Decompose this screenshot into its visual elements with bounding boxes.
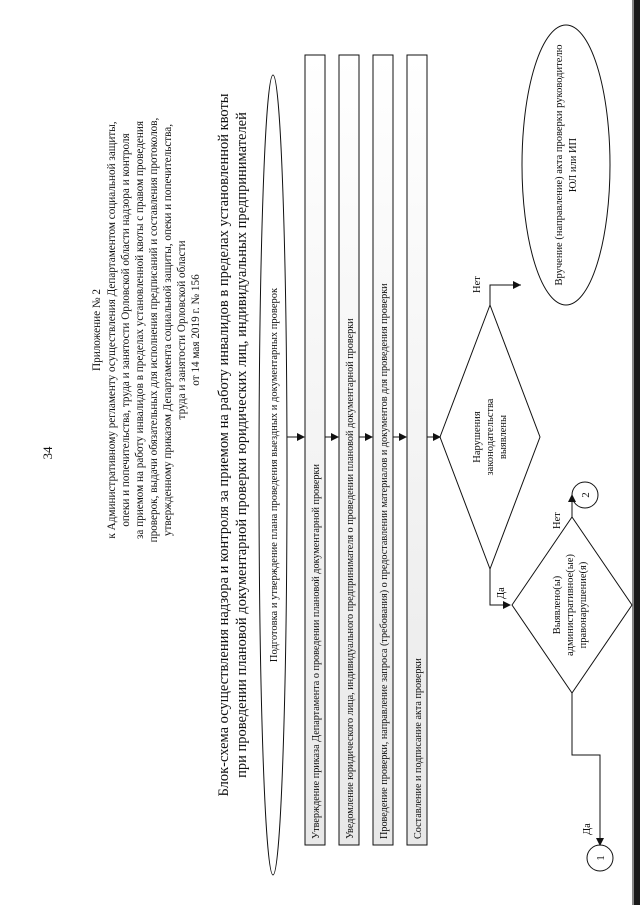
step-label-3: Проведение проверки, направление запроса (требования) о предоставлении материалов и документов для проведения проверки — [379, 283, 390, 839]
branch-no-violations — [490, 285, 520, 305]
appendix-block — [91, 117, 202, 542]
label-yes-admin: Да — [582, 823, 593, 835]
heading-line-2: при проведении плановой документарной проверки юридических лиц, индивидуальных предпринимателей — [234, 112, 250, 778]
start-oval-label: Подготовка и утверждение плана проведения выездных и документарных проверок — [269, 287, 280, 663]
delivery-oval-text — [554, 44, 579, 285]
appendix-line: труда и занятости Орловской области — [176, 240, 188, 420]
step-label-1: Утверждение приказа Департамента о проведении плановой документарной проверки — [311, 464, 322, 839]
svg-text:ЮЛ или ИП: ЮЛ или ИП — [568, 137, 579, 193]
decision-violations-text — [472, 398, 509, 475]
appendix-title: Приложение № 2 — [91, 289, 103, 371]
appendix-line: проверок, выдачи обязательных для исполнения предписаний и составления протоколов, — [148, 117, 160, 543]
step-label-2: Уведомление юридического лица, индивидуального предпринимателя о проведении плановой документарной проверки — [345, 318, 356, 839]
appendix-line: за приемом на работу инвалидов в пределах установленной квоты с правом проведения — [134, 120, 146, 540]
appendix-line: утвержденному приказом Департамента социальной защиты, опеки и попечительства, — [162, 123, 174, 537]
svg-text:Вручение (направление) акта пр: Вручение (направление) акта проверки руководителю — [554, 44, 565, 286]
svg-text:Нарушения: Нарушения — [472, 411, 483, 463]
connector-1-label: 1 — [595, 855, 607, 861]
label-no-violations: Нет — [472, 276, 483, 293]
label-yes-violations: Да — [496, 587, 507, 599]
connector-2-label: 2 — [580, 492, 592, 498]
svg-text:законодательства: законодательства — [485, 398, 496, 476]
svg-text:выявлены: выявлены — [498, 414, 509, 460]
heading-line-1: Блок-схема осуществления надзора и контроля за приемом на работу инвалидов в пределах установленной квоты — [216, 93, 232, 797]
decision-admin-text — [552, 553, 589, 656]
page-number: 34 — [40, 446, 55, 460]
appendix-line: опеки и попечительства, труда и занятости Орловской области надзора и контроля — [120, 133, 132, 527]
delivery-oval — [522, 25, 610, 305]
svg-text:административное(ые): административное(ые) — [565, 553, 576, 657]
process-steps — [305, 55, 427, 845]
svg-text:правонарушение(я): правонарушение(я) — [578, 561, 589, 649]
appendix-line: от 14 мая 2019 г. № 156 — [190, 274, 202, 386]
step-label-4: Составление и подписание акта проверки — [413, 658, 424, 839]
label-no-admin: Нет — [552, 512, 563, 529]
branch-yes-admin — [572, 693, 600, 845]
diagram-heading — [216, 93, 250, 796]
svg-text:Выявлено(ы): Выявлено(ы) — [552, 575, 563, 635]
appendix-line: к Административному регламенту осуществления Департаментом социальной защиты, — [106, 121, 118, 539]
